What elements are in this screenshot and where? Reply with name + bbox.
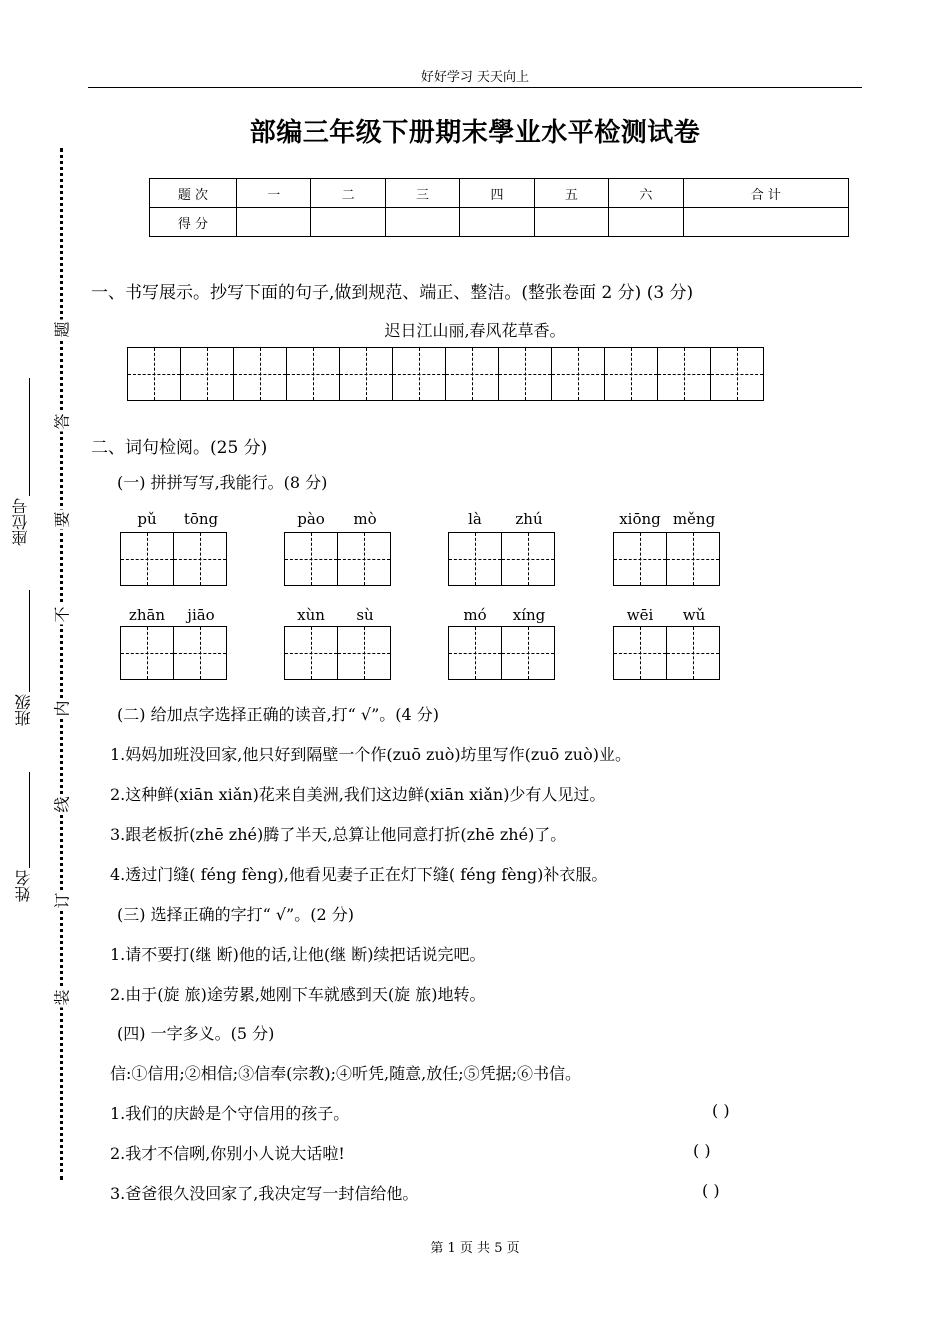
copy-writing-grid[interactable]	[127, 347, 764, 401]
part2-item: 4.透过门缝( féng fèng),他看见妻子正在灯下缝( féng fèng)补衣服。	[110, 865, 608, 884]
pinyin-label: mó	[463, 606, 487, 624]
score-header-cell: 三	[385, 179, 459, 208]
pinyin-label: wǔ	[682, 606, 706, 624]
pinyin-label: sù	[356, 606, 374, 624]
pinyin-writing-grid[interactable]	[284, 532, 391, 586]
writing-box[interactable]	[127, 347, 181, 401]
header-rule	[88, 87, 862, 88]
pinyin-label: xùn	[297, 606, 325, 624]
pinyin-label: xiōng	[619, 510, 661, 528]
score-header-cell: 六	[609, 179, 683, 208]
pinyin-label: là	[468, 510, 482, 528]
score-input-cell[interactable]	[311, 208, 385, 237]
writing-box[interactable]	[233, 347, 287, 401]
part4-item: 1.我们的庆龄是个守信用的孩子。	[110, 1104, 350, 1123]
writing-box[interactable]	[339, 347, 393, 401]
seal-character: 装	[50, 988, 73, 1008]
part4-item: 3.爸爸很久没回家了,我决定写一封信给他。	[110, 1184, 419, 1203]
writing-box[interactable]	[284, 626, 338, 680]
writing-box[interactable]	[501, 626, 555, 680]
class-blank[interactable]	[29, 590, 30, 692]
writing-box[interactable]	[120, 532, 174, 586]
pinyin-label: jiāo	[187, 606, 215, 624]
pinyin-label: mò	[353, 510, 377, 528]
score-row-label: 得 分	[150, 208, 237, 237]
writing-box[interactable]	[551, 347, 605, 401]
section2-heading: 二、词句检阅。(25 分)	[91, 438, 268, 458]
part2-item: 1.妈妈加班没回家,他只好到隔壁一个作(zuō zuò)坊里写作(zuō zuò)业。	[110, 745, 631, 764]
seal-character: 内	[50, 699, 73, 719]
seal-character: 题	[50, 320, 73, 340]
writing-box[interactable]	[337, 532, 391, 586]
part3-item: 2.由于(旋 旅)途劳累,她刚下车就感到天(旋 旅)地转。	[110, 985, 486, 1004]
score-table-header-row	[150, 179, 849, 208]
pinyin-label: xíng	[512, 606, 546, 624]
score-input-cell[interactable]	[237, 208, 311, 237]
part4-answer-blank[interactable]: ( )	[693, 1141, 711, 1160]
pinyin-label: měng	[672, 510, 716, 528]
score-header-cell: 五	[534, 179, 608, 208]
score-header-cell: 题 次	[150, 179, 237, 208]
part1-heading: (一) 拼拼写写,我能行。(8 分)	[117, 473, 328, 492]
pinyin-label: pào	[297, 510, 325, 528]
pinyin-writing-grid[interactable]	[613, 532, 720, 586]
pinyin-label: zhān	[128, 606, 166, 624]
page-title: 部编三年级下册期末學业水平检测试卷	[249, 118, 701, 148]
seal-character: 线	[50, 795, 73, 815]
writing-box[interactable]	[337, 626, 391, 680]
writing-box[interactable]	[445, 347, 499, 401]
part3-item: 1.请不要打(继 断)他的话,让他(继 断)续把话说完吧。	[110, 945, 486, 964]
seal-character: 答	[50, 412, 73, 432]
seal-character: 要	[50, 510, 73, 530]
binding-dotted-line	[60, 148, 63, 1180]
writing-box[interactable]	[448, 626, 502, 680]
writing-box[interactable]	[392, 347, 446, 401]
part3-heading: (三) 选择正确的字打“ √”。(2 分)	[117, 905, 354, 924]
score-input-cell[interactable]	[385, 208, 459, 237]
score-table	[149, 178, 849, 237]
score-header-cell: 一	[237, 179, 311, 208]
score-table-score-row	[150, 208, 849, 237]
writing-box[interactable]	[501, 532, 555, 586]
writing-box[interactable]	[666, 626, 720, 680]
class-label: 班级	[14, 694, 33, 726]
header-motto: 好好学习 天天向上	[420, 70, 530, 85]
pinyin-writing-grid[interactable]	[284, 626, 391, 680]
part2-item: 2.这种鲜(xiān xiǎn)花来自美洲,我们这边鲜(xiān xiǎn)少有人见过。	[110, 785, 606, 804]
writing-box[interactable]	[498, 347, 552, 401]
part4-meanings: 信:①信用;②相信;③信奉(宗教);④听凭,随意,放任;⑤凭据;⑥书信。	[110, 1064, 582, 1083]
score-input-cell[interactable]	[534, 208, 608, 237]
pinyin-writing-grid[interactable]	[120, 626, 227, 680]
writing-box[interactable]	[666, 532, 720, 586]
pinyin-label: zhú	[515, 510, 543, 528]
section1-heading: 一、书写展示。抄写下面的句子,做到规范、端正、整洁。(整张卷面 2 分) (3 分)	[91, 283, 694, 303]
writing-box[interactable]	[120, 626, 174, 680]
score-header-cell: 合 计	[683, 179, 848, 208]
pinyin-writing-grid[interactable]	[448, 532, 555, 586]
writing-box[interactable]	[657, 347, 711, 401]
pinyin-label: tōng	[183, 510, 219, 528]
part4-answer-blank[interactable]: ( )	[702, 1181, 720, 1200]
writing-box[interactable]	[180, 347, 234, 401]
part2-item: 3.跟老板折(zhē zhé)腾了半天,总算让他同意打折(zhē zhé)了。	[110, 825, 567, 844]
writing-box[interactable]	[448, 532, 502, 586]
writing-box[interactable]	[284, 532, 338, 586]
writing-box[interactable]	[604, 347, 658, 401]
part4-item: 2.我才不信咧,你别小人说大话啦!	[110, 1144, 345, 1163]
pinyin-writing-grid[interactable]	[613, 626, 720, 680]
seat-number-blank[interactable]	[29, 378, 30, 496]
writing-box[interactable]	[710, 347, 764, 401]
pinyin-writing-grid[interactable]	[448, 626, 555, 680]
seat-number-label: 座位号	[11, 498, 30, 546]
part2-heading: (二) 给加点字选择正确的读音,打“ √”。(4 分)	[117, 705, 440, 724]
name-label: 姓名	[14, 870, 33, 902]
writing-box[interactable]	[613, 532, 667, 586]
writing-box[interactable]	[613, 626, 667, 680]
section1-sentence: 迟日江山丽,春风花草香。	[384, 321, 566, 340]
score-input-cell[interactable]	[683, 208, 848, 237]
score-header-cell: 四	[460, 179, 534, 208]
writing-box[interactable]	[173, 532, 227, 586]
pinyin-writing-grid[interactable]	[120, 532, 227, 586]
seal-character: 不	[50, 605, 73, 625]
pinyin-label: wēi	[626, 606, 654, 624]
name-blank[interactable]	[29, 772, 30, 868]
score-input-cell[interactable]	[460, 208, 534, 237]
score-input-cell[interactable]	[609, 208, 683, 237]
pinyin-label: pǔ	[137, 510, 157, 528]
score-header-cell: 二	[311, 179, 385, 208]
part4-answer-blank[interactable]: ( )	[712, 1101, 730, 1120]
page-footer: 第 1 页 共 5 页	[430, 1241, 520, 1256]
writing-box[interactable]	[173, 626, 227, 680]
seal-character: 订	[50, 891, 73, 911]
writing-box[interactable]	[286, 347, 340, 401]
part4-heading: (四) 一字多义。(5 分)	[117, 1024, 275, 1043]
